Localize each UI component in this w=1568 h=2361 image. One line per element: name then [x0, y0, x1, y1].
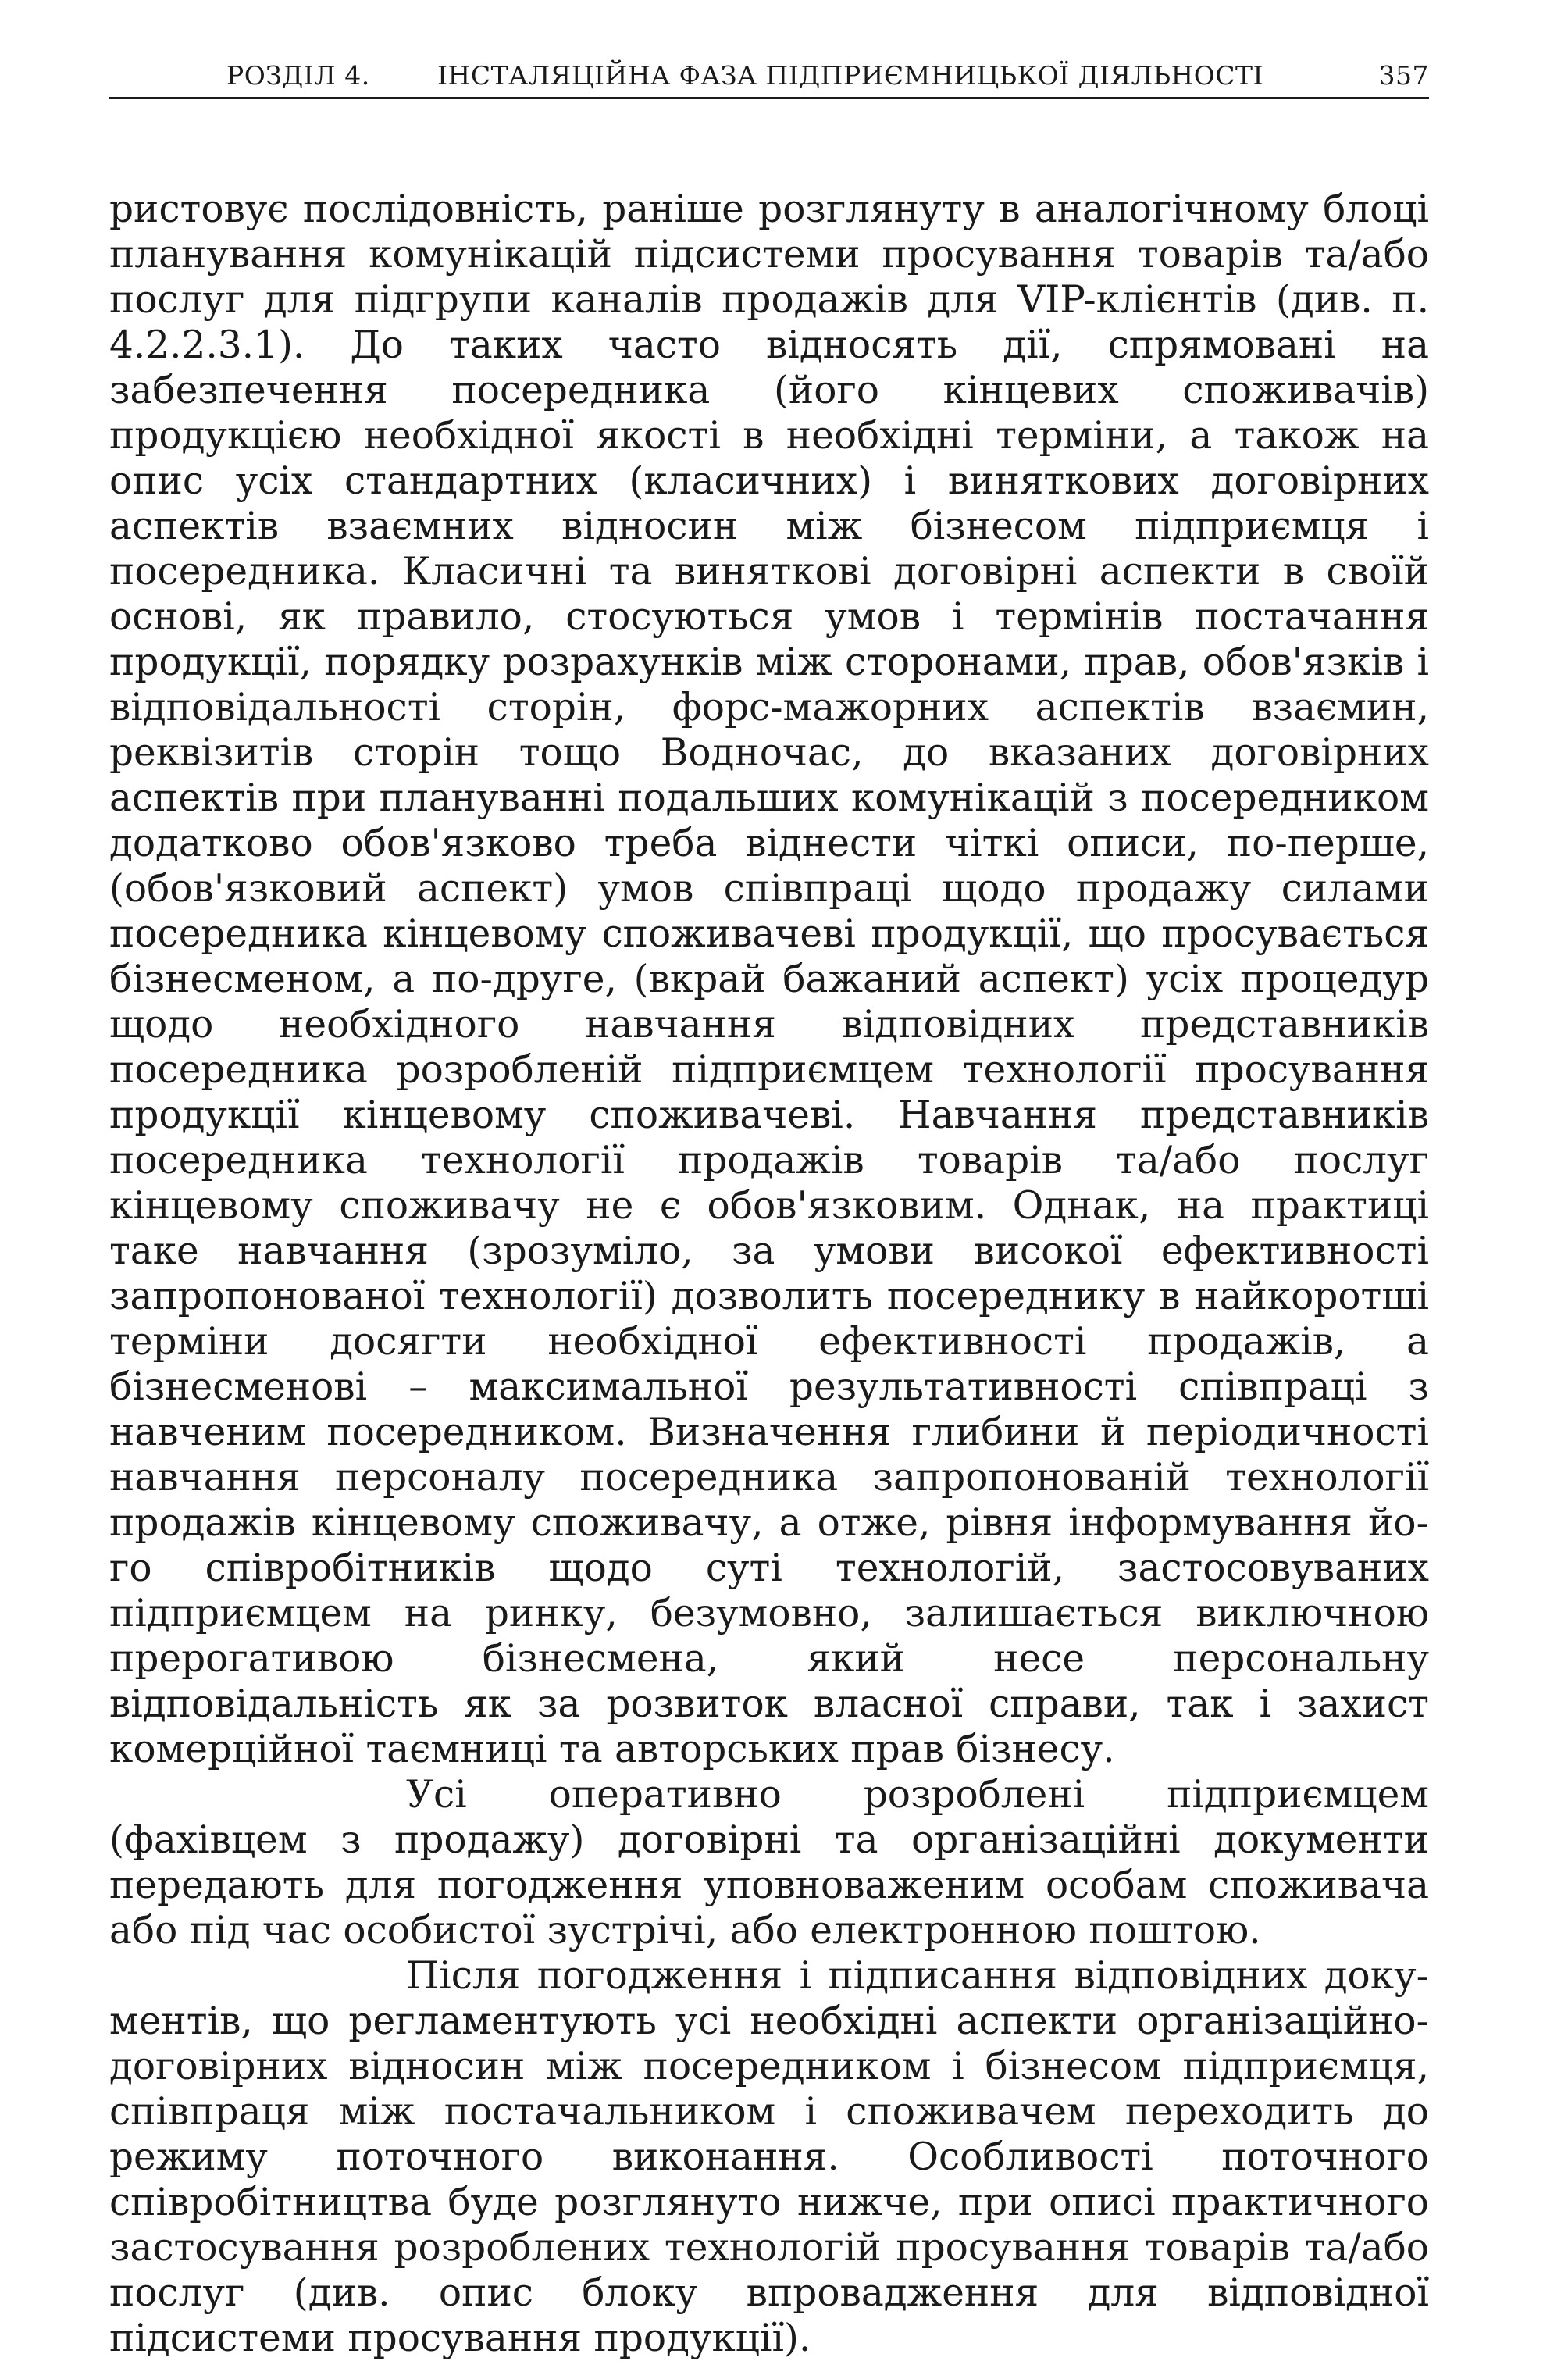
- chapter-label: РОЗДІЛ 4.: [226, 60, 370, 91]
- chapter-title: ІНСТАЛЯЦІЙНА ФАЗА ПІДПРИЄМНИЦЬКОЇ ДІЯЛЬНОСТІ: [437, 60, 1264, 91]
- document-page: [109, 55, 1429, 2361]
- page-number: 357: [1378, 60, 1429, 91]
- paragraph: Після погодження і підписання відповідних документів, що регламентують усі необхідні аспекти організаційно-договірних відносин між посередником і бізнесом підприємця, співпраця між постачальником і споживачем переходить до режиму поточного виконання. Особливості поточного співробітництва буде розглянуто нижче, при описі практичного застосування розроблених технологій просування товарів та/або послуг (див. опис блоку впровадження для відповідної підсистеми просування продукції).: [109, 1954, 1429, 2360]
- paragraph: ристовує послідовність, раніше розглянуту в аналогічному блоці планування комунікацій підсистеми просування товарів та/або послуг для підгрупи каналів продажів для VIP-клієнтів (див. п. 4.2.2.3.1). До таких часто відносять дії, спрямовані на забезпечення посередника (його кінцевих споживачів) продукцією необхідної якості в необхідні терміни, а також на опис усіх стандартних (класичних) і виняткових договірних аспектів взаємних відносин між бізнесом підприємця і посередника. Класичні та виняткові договірні аспекти в своїй основі, як правило, стосуються умов і термінів постачання продукції, порядку розрахунків між сторонами, прав, обов'язків і відповідальності сторін, форс-мажорних аспектів взаємин, реквізитів сторін тощо Водночас, до вказаних договірних аспектів при плануванні подальших комунікацій з посередником додатково обов'язково треба віднести чіткі описи, по-перше, (обов'язковий аспект) умов співпраці щодо продажу силами посередника кінцевому споживачеві продукції, що просувається бізнесменом, а по-друге, (вкрай бажаний аспект) усіх процедур щодо необхідного навчання відповідних представників посередника розробленій підприємцем технології просування продукції кінцевому споживачеві. Навчання представників посередника технології продажів товарів та/або послуг кінцевому споживачу не є обов'язковим. Однак, на практиці таке навчання (зрозуміло, за умови високої ефективності запропонованої технології) дозволить посереднику в найкоротші терміни досягти необхідної ефективності продажів, а бізнесменові – максимальної результативності співпраці з навченим посередником. Визначення глибини й періодичності навчання персоналу посередника запропонованій технології продажів кінцевому споживачу, а отже, рівня інформування його співробітників щодо суті технологій, застосовуваних підприємцем на ринку, безумовно, залишається виключною прерогативою бізнесмена, який несе персональну відповідальність як за розвиток власної справи, так і захист комерційної таємниці та авторських прав бізнесу.: [109, 187, 1429, 1771]
- paragraph: Усі оперативно розроблені підприємцем (фахівцем з продажу) договірні та організаційні документи передають для погодження уповноваженим особам споживача або під час особистої зустрічі, або електронною поштою.: [109, 1773, 1429, 1953]
- running-header: [109, 55, 1429, 99]
- body-text: [109, 187, 1429, 2361]
